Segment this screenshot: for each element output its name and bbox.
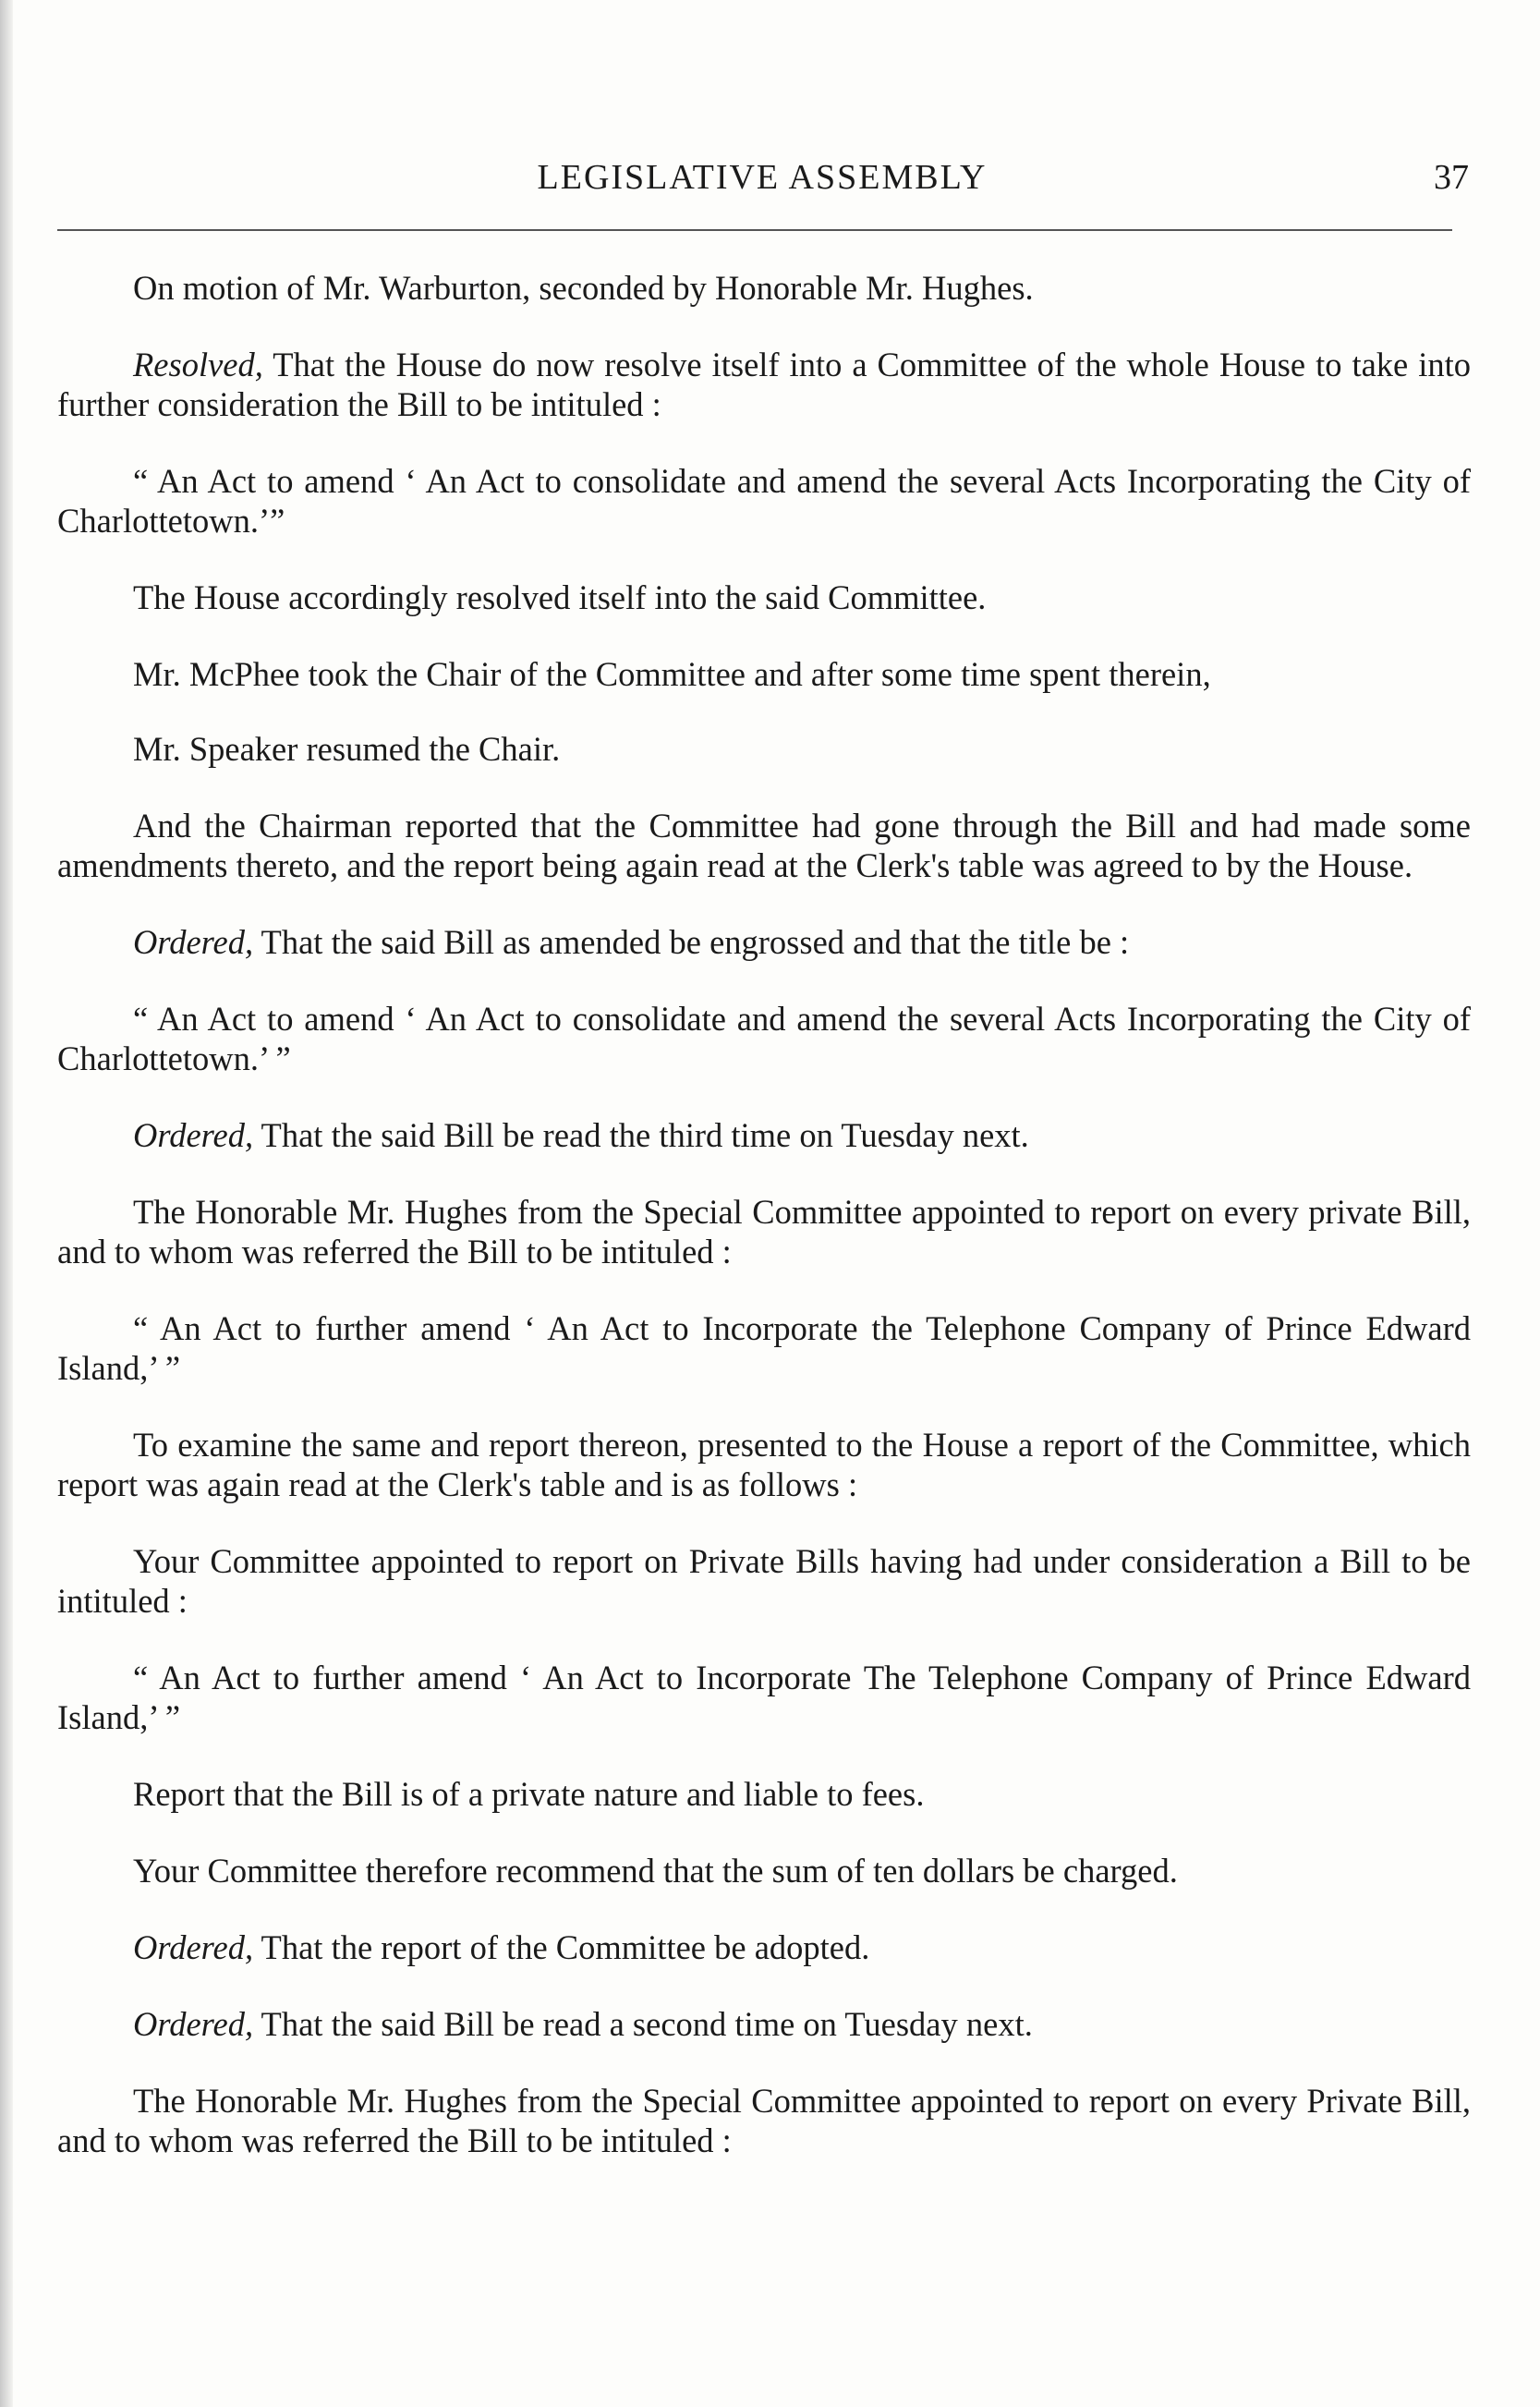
running-head <box>55 150 1469 205</box>
paragraph-bill-title: “ An Act to amend ‘ An Act to consolidate and amend the several Acts Incorporating the City of Charlottetown.’” <box>57 462 1471 540</box>
paragraph-ordered-adopted: Ordered, That the report of the Committee be adopted. <box>133 1928 870 1966</box>
paragraph-lead: Ordered, <box>133 923 254 961</box>
running-title: LEGISLATIVE ASSEMBLY <box>537 158 988 197</box>
paragraph-lead: Ordered, <box>133 1116 254 1154</box>
paragraph-hughes-committee: The Honorable Mr. Hughes from the Special Committee appointed to report on every private Bill, and to whom was referred the Bill to be intituled : <box>57 1193 1471 1270</box>
paragraph-chair: Mr. McPhee took the Chair of the Committee and after some time spent therein, <box>133 655 1211 693</box>
paragraph-hughes-committee-2: The Honorable Mr. Hughes from the Special Committee appointed to report on every Private Bill, and to whom was referred the Bill to be intituled : <box>57 2082 1471 2159</box>
paragraph-resolved: Resolved, That the House do now resolve itself into a Committee of the whole House to take into further consideration the Bill to be intituled : <box>57 346 1471 423</box>
paragraph-house-resolved: The House accordingly resolved itself into the said Committee. <box>133 578 987 616</box>
body-text <box>57 268 1471 2197</box>
paragraph-chairman-report: And the Chairman reported that the Committee had gone through the Bill and had made some amendments thereto, and the report being again read at the Clerk's table was agreed to by the House. <box>57 807 1471 884</box>
page-number: 37 <box>1434 158 1469 197</box>
paragraph-fees: Your Committee therefore recommend that the sum of ten dollars be charged. <box>133 1852 1178 1890</box>
paragraph-ordered-engrossed: Ordered, That the said Bill as amended be engrossed and that the title be : <box>133 923 1130 961</box>
paragraph-ordered-second: Ordered, That the said Bill be read a second time on Tuesday next. <box>133 2005 1033 2043</box>
paragraph-telephone-bill-2: “ An Act to further amend ‘ An Act to Incorporate The Telephone Company of Prince Edward Island,’ ” <box>57 1659 1471 1736</box>
paragraph-bill-title-2: “ An Act to amend ‘ An Act to consolidate and amend the several Acts Incorporating the City of Charlottetown.’ ” <box>57 1000 1471 1077</box>
header-rule <box>57 229 1452 231</box>
paragraph-lead: Ordered, <box>133 2005 254 2043</box>
paragraph-telephone-bill: “ An Act to further amend ‘ An Act to Incorporate the Telephone Company of Prince Edward Island,’ ” <box>57 1309 1471 1387</box>
paragraph-examine: To examine the same and report thereon, presented to the House a report of the Committee, which report was again read at the Clerk's table and is as follows : <box>57 1426 1471 1503</box>
paragraph-ordered-third: Ordered, That the said Bill be read the third time on Tuesday next. <box>133 1116 1029 1154</box>
paragraph-speaker: Mr. Speaker resumed the Chair. <box>133 730 561 768</box>
scan-edge <box>0 0 13 2407</box>
paragraph-private-nature: Report that the Bill is of a private nature and liable to fees. <box>133 1775 925 1813</box>
paragraph-lead: Ordered, <box>133 1928 254 1966</box>
paragraph-committee-appointed: Your Committee appointed to report on Private Bills having had under consideration a Bill to be intituled : <box>57 1542 1471 1620</box>
paragraph-lead: Resolved, <box>133 346 263 383</box>
paragraph-motion: On motion of Mr. Warburton, seconded by Honorable Mr. Hughes. <box>133 269 1034 307</box>
